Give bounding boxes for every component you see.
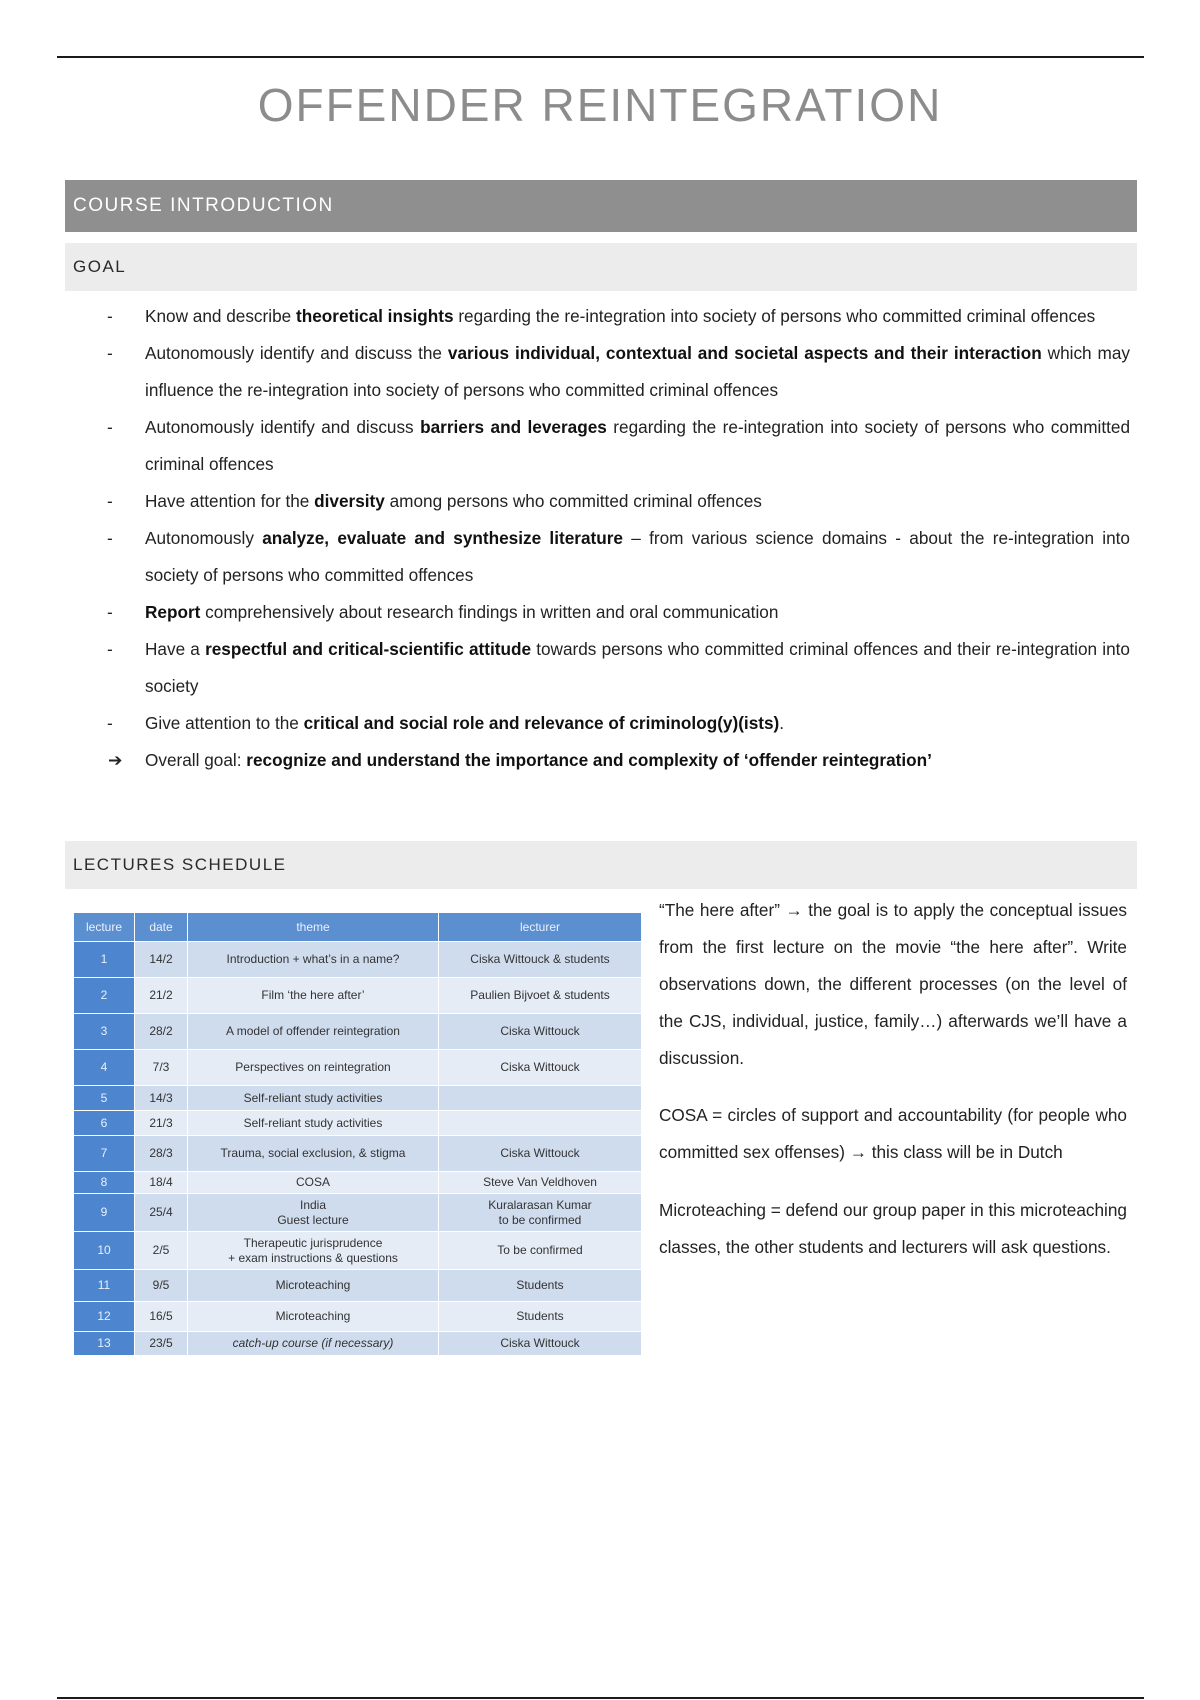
schedule-heading: LECTURES SCHEDULE	[65, 841, 1137, 889]
cell: 18/4	[135, 1172, 188, 1194]
cell: Perspectives on reintegration	[188, 1050, 439, 1086]
cell: Paulien Bijvoet & students	[439, 978, 642, 1014]
cell: 14/3	[135, 1086, 188, 1111]
arrow-right-icon: ➔	[108, 750, 123, 770]
table-row	[74, 1270, 642, 1302]
list-item: - Have attention for the diversity among persons who committed criminal offences	[100, 483, 1130, 520]
cell: 9/5	[135, 1270, 188, 1302]
column-header: date	[135, 913, 188, 942]
overall-goal: ➔ Overall goal: recognize and understand the importance and complexity of ‘offender reintegration’	[100, 742, 1130, 779]
cell: Ciska Wittouck	[439, 1014, 642, 1050]
goal-list	[100, 298, 1130, 779]
cell: India Guest lecture	[188, 1194, 439, 1232]
cell: 2/5	[135, 1232, 188, 1270]
list-item: - Report comprehensively about research findings in written and oral communication	[100, 594, 1130, 631]
cell: 1	[74, 942, 135, 978]
dash-bullet: -	[107, 343, 113, 363]
cell: Kuralarasan Kumar to be confirmed	[439, 1194, 642, 1232]
cell: Ciska Wittouck & students	[439, 942, 642, 978]
table-row	[74, 1086, 642, 1111]
cell: 21/2	[135, 978, 188, 1014]
top-rule	[57, 56, 1144, 58]
list-item: - Autonomously identify and discuss the various individual, contextual and societal aspects and their interaction which may influence the re-integration into society of persons who committed criminal offences	[100, 335, 1130, 409]
column-header: lecturer	[439, 913, 642, 942]
cell: 5	[74, 1086, 135, 1111]
table-row	[74, 1302, 642, 1332]
cell: 6	[74, 1111, 135, 1136]
cell: Therapeutic jurisprudence + exam instructions & questions	[188, 1232, 439, 1270]
table-row	[74, 1014, 642, 1050]
table-header-row	[74, 913, 642, 942]
page-title: OFFENDER REINTEGRATION	[257, 79, 943, 131]
cell: Students	[439, 1302, 642, 1332]
cell: 12	[74, 1302, 135, 1332]
dash-bullet: -	[107, 602, 113, 622]
schedule-table	[73, 912, 642, 1356]
cosa-note: COSA = circles of support and accountability (for people who committed sex offenses) → this class will be in Dutch	[659, 1105, 1127, 1162]
cell: Microteaching	[188, 1302, 439, 1332]
list-item: - Autonomously identify and discuss barriers and leverages regarding the re-integration into society of persons who committed criminal offences	[100, 409, 1130, 483]
table-row	[74, 942, 642, 978]
cell: 7/3	[135, 1050, 188, 1086]
cell: Self-reliant study activities	[188, 1086, 439, 1111]
bottom-rule	[57, 1697, 1144, 1699]
cell: To be confirmed	[439, 1232, 642, 1270]
dash-bullet: -	[107, 713, 113, 733]
table-row	[74, 1232, 642, 1270]
cell: Self-reliant study activities	[188, 1111, 439, 1136]
column-header: lecture	[74, 913, 135, 942]
dash-bullet: -	[107, 491, 113, 511]
cell: 7	[74, 1136, 135, 1172]
cell: Steve Van Veldhoven	[439, 1172, 642, 1194]
table-row	[74, 1172, 642, 1194]
section-heading: COURSE INTRODUCTION	[65, 180, 1137, 232]
cell: Students	[439, 1270, 642, 1302]
cell: 9	[74, 1194, 135, 1232]
cell: 3	[74, 1014, 135, 1050]
cell: 2	[74, 978, 135, 1014]
microteaching-note: Microteaching = defend our group paper in this microteaching classes, the other students and lecturers will ask questions.	[659, 1200, 1127, 1257]
cell: 28/3	[135, 1136, 188, 1172]
cell	[439, 1111, 642, 1136]
cell: 4	[74, 1050, 135, 1086]
list-item: - Know and describe theoretical insights regarding the re-integration into society of persons who committed criminal offences	[100, 298, 1130, 335]
list-item: - Give attention to the critical and social role and relevance of criminolog(y)(ists).	[100, 705, 1130, 742]
cell: A model of offender reintegration	[188, 1014, 439, 1050]
table-row	[74, 1050, 642, 1086]
table-row	[74, 978, 642, 1014]
cell: Ciska Wittouck	[439, 1332, 642, 1356]
cell: 14/2	[135, 942, 188, 978]
cell: Ciska Wittouck	[439, 1050, 642, 1086]
cell: Introduction + what’s in a name?	[188, 942, 439, 978]
dash-bullet: -	[107, 306, 113, 326]
cell: Trauma, social exclusion, & stigma	[188, 1136, 439, 1172]
goal-heading: GOAL	[65, 243, 1137, 291]
cell: 11	[74, 1270, 135, 1302]
cell	[439, 1086, 642, 1111]
table-row	[74, 1194, 642, 1232]
cell: COSA	[188, 1172, 439, 1194]
table-row	[74, 1111, 642, 1136]
column-header: theme	[188, 913, 439, 942]
cell: 21/3	[135, 1111, 188, 1136]
cell: Microteaching	[188, 1270, 439, 1302]
cell: 23/5	[135, 1332, 188, 1356]
cell: Film ‘the here after’	[188, 978, 439, 1014]
list-item: - Have a respectful and critical-scientific attitude towards persons who committed criminal offences and their re-integration into society	[100, 631, 1130, 705]
dash-bullet: -	[107, 528, 113, 548]
cell: 10	[74, 1232, 135, 1270]
cell: 28/2	[135, 1014, 188, 1050]
here-after-note: “The here after” → the goal is to apply the conceptual issues from the first lecture on the movie “the here after”. Write observations down, the different processes (on the level of the CJS, individual, justice, family…) afterwards we’ll have a discussion.	[659, 900, 1127, 1068]
list-item: - Autonomously analyze, evaluate and synthesize literature – from various science domains - about the re-integration into society of persons who committed offences	[100, 520, 1130, 594]
cell: catch-up course (if necessary)	[188, 1332, 439, 1356]
dash-bullet: -	[107, 639, 113, 659]
dash-bullet: -	[107, 417, 113, 437]
cell: 13	[74, 1332, 135, 1356]
table-row	[74, 1332, 642, 1356]
cell: Ciska Wittouck	[439, 1136, 642, 1172]
cell: 16/5	[135, 1302, 188, 1332]
cell: 25/4	[135, 1194, 188, 1232]
table-row	[74, 1136, 642, 1172]
cell: 8	[74, 1172, 135, 1194]
